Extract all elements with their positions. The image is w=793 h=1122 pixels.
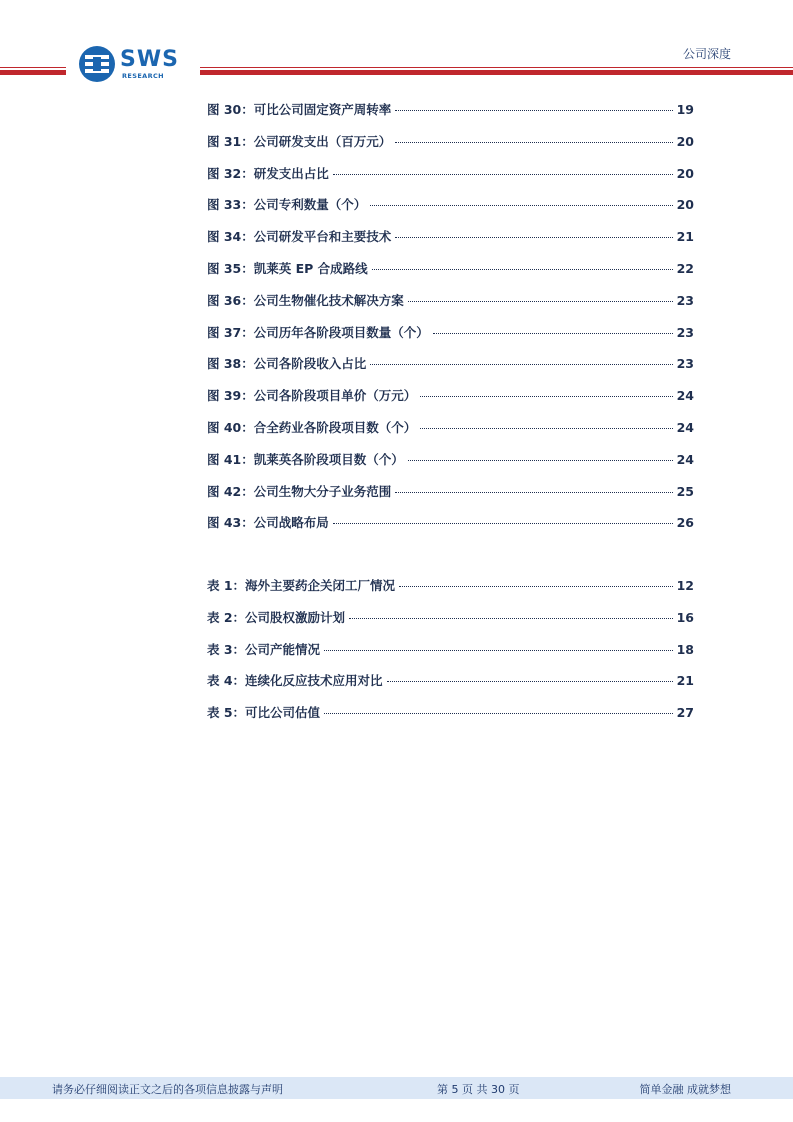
toc-leader-dots [324, 650, 673, 651]
toc-leader-dots [408, 460, 673, 461]
toc-page-number: 24 [676, 419, 694, 435]
toc-entry[interactable] [207, 100, 694, 132]
toc-entry[interactable] [207, 386, 694, 418]
footer-slogan: 简单金融 成就梦想 [639, 1083, 731, 1096]
toc-entry[interactable] [207, 195, 694, 227]
toc-leader-dots [399, 586, 673, 587]
header-rule-left-thick [0, 70, 66, 75]
footer-disclaimer: 请务必仔细阅读正文之后的各项信息披露与声明 [52, 1083, 283, 1096]
toc-page-number: 26 [676, 515, 694, 531]
toc-page-number: 20 [676, 197, 694, 213]
toc-leader-dots [408, 301, 673, 302]
toc-entry[interactable] [207, 259, 694, 291]
toc-page-number: 23 [676, 324, 694, 340]
toc-label: 图 31：公司研发支出（百万元） [207, 133, 392, 149]
toc-page-number: 24 [676, 451, 694, 467]
toc-entry[interactable] [207, 132, 694, 164]
toc-leader-dots [370, 205, 672, 206]
toc-entry[interactable] [207, 354, 694, 386]
page-footer [0, 1077, 793, 1099]
toc-entry[interactable] [207, 703, 694, 735]
toc-label: 表 1：海外主要药企关闭工厂情况 [207, 578, 396, 593]
sws-logo-icon [78, 45, 116, 83]
toc-leader-dots [395, 142, 672, 143]
toc-label: 图 32：研发支出占比 [207, 165, 329, 181]
toc-entry[interactable] [207, 576, 694, 608]
header-rule-right-thin [200, 67, 793, 68]
toc-page-number: 25 [676, 483, 694, 499]
toc-entry[interactable] [207, 418, 694, 450]
page-header [0, 0, 793, 90]
header-rule-right-thick [200, 70, 793, 75]
toc-entry[interactable] [207, 671, 694, 703]
toc-leader-dots [372, 269, 673, 270]
toc-entry[interactable] [207, 164, 694, 196]
toc-leader-dots [420, 428, 672, 429]
toc-leader-dots [333, 523, 673, 524]
toc-label: 图 38：公司各阶段收入占比 [207, 356, 367, 372]
toc-leader-dots [333, 174, 673, 175]
logo-text: SWS [120, 47, 179, 72]
toc-page-number: 20 [676, 133, 694, 149]
toc-entry[interactable] [207, 640, 694, 672]
toc-entry[interactable] [207, 513, 694, 545]
toc-label: 表 2：公司股权激励计划 [207, 609, 346, 625]
toc-label: 图 36：公司生物催化技术解决方案 [207, 292, 404, 308]
toc-label: 图 43：公司战略布局 [207, 515, 329, 531]
toc-page-number: 20 [676, 165, 694, 181]
toc-label: 图 33：公司专利数量（个） [207, 197, 367, 213]
toc-page-number: 22 [676, 260, 694, 276]
logo-subtext: RESEARCH [122, 72, 165, 80]
report-type-tag: 公司深度 [682, 47, 731, 61]
sws-logo [78, 45, 188, 85]
figure-list [207, 100, 694, 545]
toc-entry[interactable] [207, 450, 694, 482]
toc-page-number: 24 [676, 388, 694, 404]
toc-label: 表 5：可比公司估值 [207, 705, 321, 721]
toc-label: 表 3：公司产能情况 [207, 641, 321, 657]
toc-leader-dots [370, 364, 672, 365]
toc-label: 图 37：公司历年各阶段项目数量（个） [207, 324, 429, 340]
table-list [207, 576, 694, 735]
toc-label: 图 34：公司研发平台和主要技术 [207, 229, 392, 245]
toc-entry[interactable] [207, 482, 694, 514]
toc-leader-dots [395, 492, 672, 493]
toc-entry[interactable] [207, 291, 694, 323]
toc-label: 图 35：凯莱英 EP 合成路线 [207, 260, 368, 276]
toc-entry[interactable] [207, 227, 694, 259]
toc-page-number: 16 [676, 609, 694, 625]
toc-entry[interactable] [207, 608, 694, 640]
toc-page-number: 27 [676, 705, 694, 721]
toc-page-number: 19 [676, 102, 694, 117]
toc-page-number: 21 [676, 673, 694, 689]
toc-leader-dots [387, 681, 673, 682]
toc-leader-dots [395, 237, 672, 238]
toc-entry[interactable] [207, 323, 694, 355]
footer-page-number: 第 5 页 共 30 页 [437, 1083, 520, 1096]
toc-leader-dots [395, 110, 672, 111]
toc-leader-dots [420, 396, 672, 397]
toc-label: 图 30：可比公司固定资产周转率 [207, 102, 392, 117]
toc-page-number: 23 [676, 292, 694, 308]
toc-page-number: 21 [676, 229, 694, 245]
header-rule-left-thin [0, 67, 66, 68]
toc-page-number: 12 [676, 578, 694, 593]
toc-label: 图 41：凯莱英各阶段项目数（个） [207, 451, 404, 467]
toc-label: 图 42：公司生物大分子业务范围 [207, 483, 392, 499]
toc-label: 表 4：连续化反应技术应用对比 [207, 673, 383, 689]
toc-leader-dots [324, 713, 673, 714]
toc-label: 图 40：合全药业各阶段项目数（个） [207, 419, 417, 435]
toc-page-number: 18 [676, 641, 694, 657]
toc-leader-dots [349, 618, 673, 619]
toc-label: 图 39：公司各阶段项目单价（万元） [207, 388, 417, 404]
toc-leader-dots [433, 333, 673, 334]
toc-page-number: 23 [676, 356, 694, 372]
